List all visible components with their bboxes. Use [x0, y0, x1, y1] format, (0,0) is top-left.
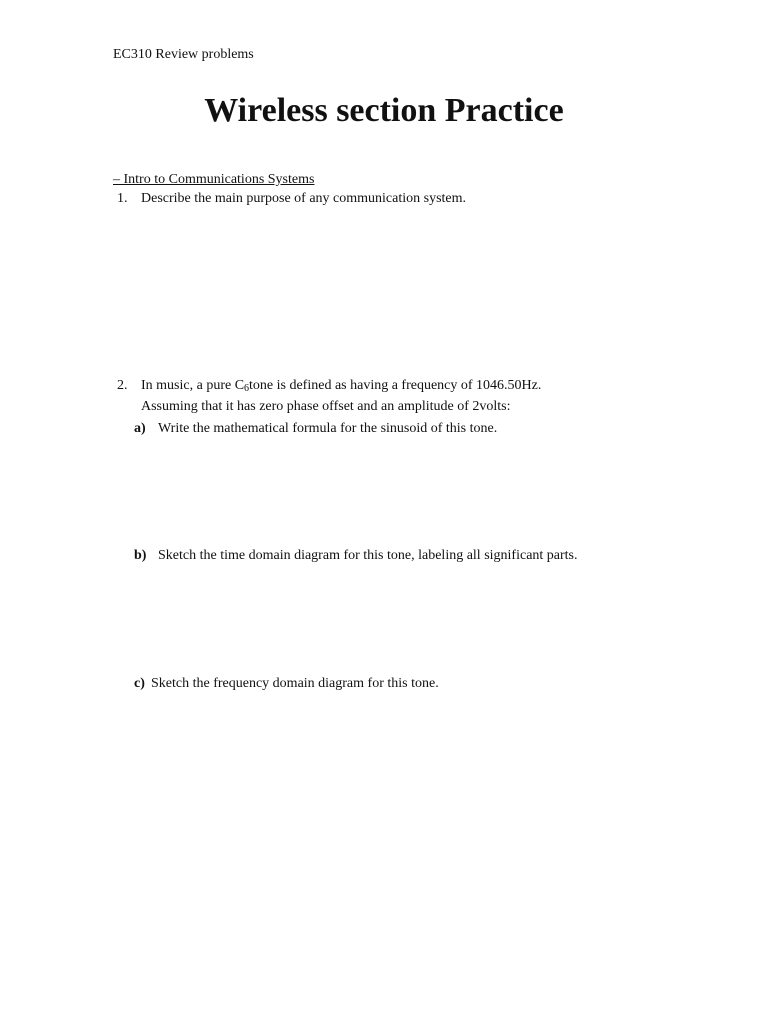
- question-number: 1.: [117, 191, 128, 206]
- page-title: Wireless section Practice: [204, 92, 564, 129]
- part-text: Sketch the time domain diagram for this tone, labeling all significant parts.: [158, 548, 578, 563]
- part-label: c): [134, 676, 145, 691]
- part-text: Write the mathematical formula for the sinusoid of this tone.: [158, 421, 498, 436]
- question-text-end: tone is defined as having a frequency of 1046.50Hz.: [249, 378, 542, 393]
- question-text: [141, 378, 541, 394]
- question-text-start: In music, a pure C: [141, 378, 245, 393]
- part-label: b): [134, 548, 147, 563]
- note-subscript: 6: [244, 383, 250, 394]
- question-number: 2.: [117, 378, 128, 393]
- section-heading: – Intro to Communications Systems: [113, 172, 315, 187]
- document-header: EC310 Review problems: [113, 47, 254, 62]
- question-text-line-2: Assuming that it has zero phase offset and an amplitude of 2volts:: [141, 399, 511, 414]
- part-label: a): [134, 421, 146, 436]
- part-text: Sketch the frequency domain diagram for this tone.: [151, 676, 439, 691]
- question-text: Describe the main purpose of any communication system.: [141, 191, 467, 206]
